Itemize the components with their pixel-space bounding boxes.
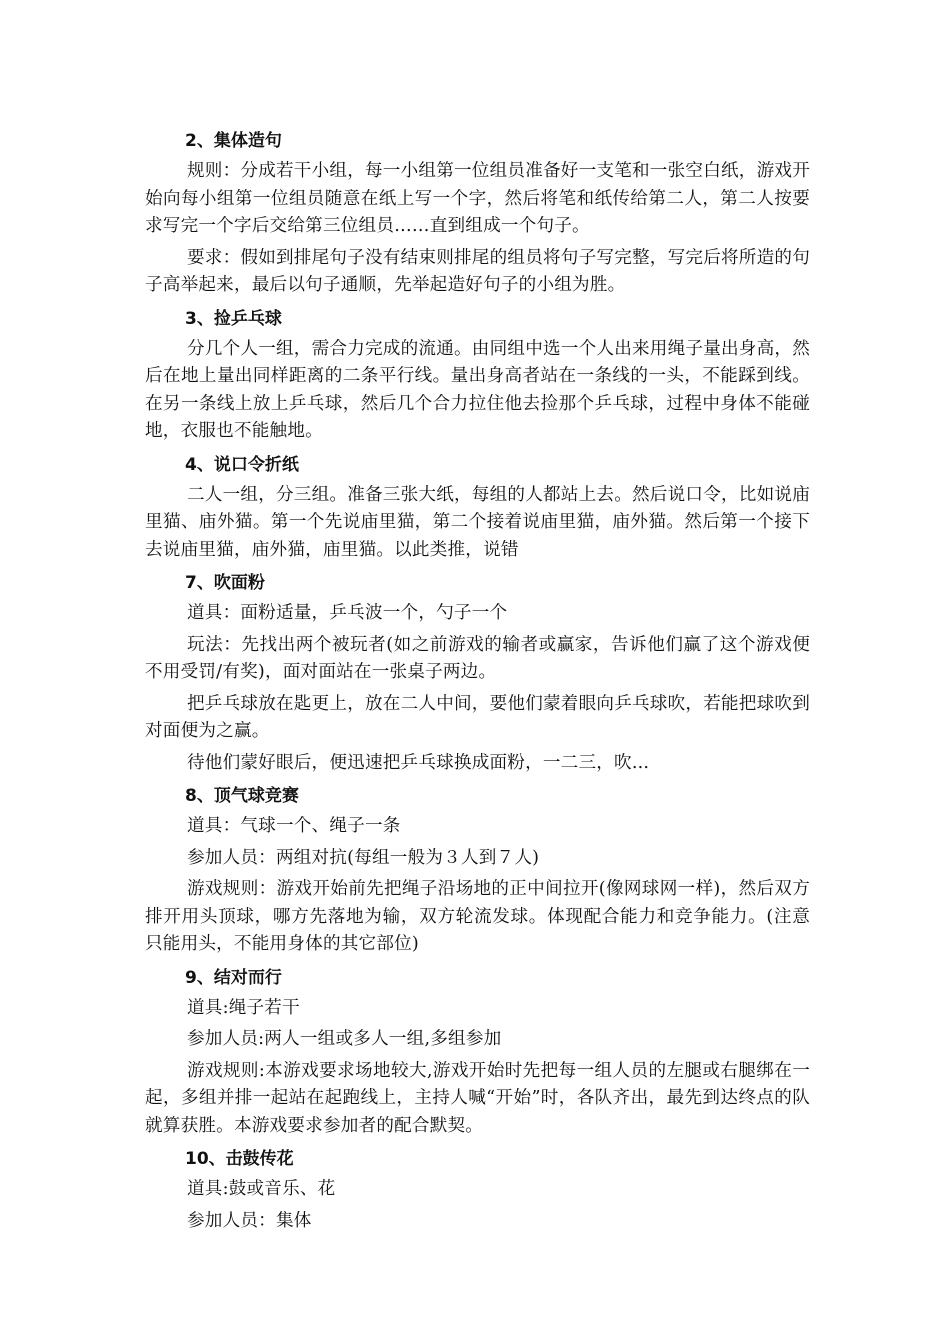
section-heading: 2、集体造句 (185, 131, 282, 151)
paragraph: 道具:鼓或音乐、花 (187, 1179, 336, 1199)
paragraph: 把乒乓球放在匙更上，放在二人中间，要他们蒙着眼向乒乓球吹，若能把球吹到对面便为之赢。 (145, 693, 810, 741)
paragraph: 二人一组，分三组。准备三张大纸，每组的人都站上去。然后说口令，比如说庙里猫、庙外猫。第一个先说庙里猫，第二个接着说庙里猫，庙外猫。然后第一个接下去说庙里猫，庙外猫，庙里猫。以此类推，说错 (145, 484, 810, 560)
paragraph: 道具:绳子若干 (187, 997, 300, 1018)
section-tongue-twister-fold (145, 450, 810, 565)
paragraph: 参加人员：集体 (187, 1210, 312, 1231)
paragraph: 参加人员：两组对抗(每组一般为３人到７人) (187, 847, 540, 868)
section-heading: 7、吹面粉 (185, 573, 265, 593)
section-blow-flour (145, 568, 810, 777)
paragraph: 待他们蒙好眼后，便迅速把乒乓球换成面粉，一二三，吹... (187, 752, 650, 773)
section-pass-the-flower (145, 1144, 810, 1235)
section-group-sentence (145, 126, 810, 300)
section-heading: 4、说口令折纸 (185, 454, 299, 475)
paragraph: 游戏规则：游戏开始前先把绳子沿场地的正中间拉开(像网球网一样)，然后双方排开用头顶球，哪方先落地为输，双方轮流发球。体现配合能力和竞争能力。(注意只能用头，不能用身体的其它部位) (145, 879, 810, 954)
paragraph: 规则：分成若干小组，每一小组第一位组员准备好一支笔和一张空白纸，游戏开始向每小组第一位组员随意在纸上写一个字，然后将笔和纸传给第二人，第二人按要求写完一个字后交给第三位组员……直到组成一个句子。 (145, 161, 810, 236)
paragraph: 要求：假如到排尾句子没有结束则排尾的组员将句子写完整，写完后将所造的句子高举起来，最后以句子通顺，先举起造好句子的小组为胜。 (145, 247, 810, 295)
section-pick-pingpong (145, 304, 810, 446)
paragraph: 玩法：先找出两个被玩者(如之前游戏的输者或赢家，告诉他们赢了这个游戏便不用受罚/有奖)，面对面站在一张桌子两边。 (145, 634, 810, 682)
section-balloon-heading (145, 781, 810, 959)
section-heading: 10、击鼓传花 (185, 1149, 294, 1169)
document-page (145, 126, 810, 1239)
paragraph: 道具：面粉适量，乒乓波一个，勺子一个 (187, 603, 508, 623)
section-heading: 3、捡乒乓球 (185, 308, 282, 329)
section-heading: 9、结对而行 (185, 967, 282, 988)
paragraph: 参加人员:两人一组或多人一组,多组参加 (187, 1029, 502, 1049)
section-heading: 8、顶气球竞赛 (185, 786, 299, 806)
paragraph: 分几个人一组，需合力完成的流通。由同组中选一个人出来用绳子量出身高，然后在地上量出同样距离的二条平行线。量出身高者站在一条线的一头，不能踩到线。在另一条线上放上乒乓球，然后几个合力拉住他去捡那个乒乓球，过程中身体不能碰地，衣服也不能触地。 (145, 338, 810, 441)
section-paired-walk (145, 963, 810, 1141)
paragraph: 游戏规则:本游戏要求场地较大,游戏开始时先把每一组人员的左腿或右腿绑在一起，多组并排一起站在起跑线上，主持人喊“开始”时，各队齐出，最先到达终点的队就算获胜。本游戏要求参加者的配合默契。 (145, 1060, 810, 1136)
paragraph: 道具：气球一个、绳子一条 (187, 816, 401, 836)
